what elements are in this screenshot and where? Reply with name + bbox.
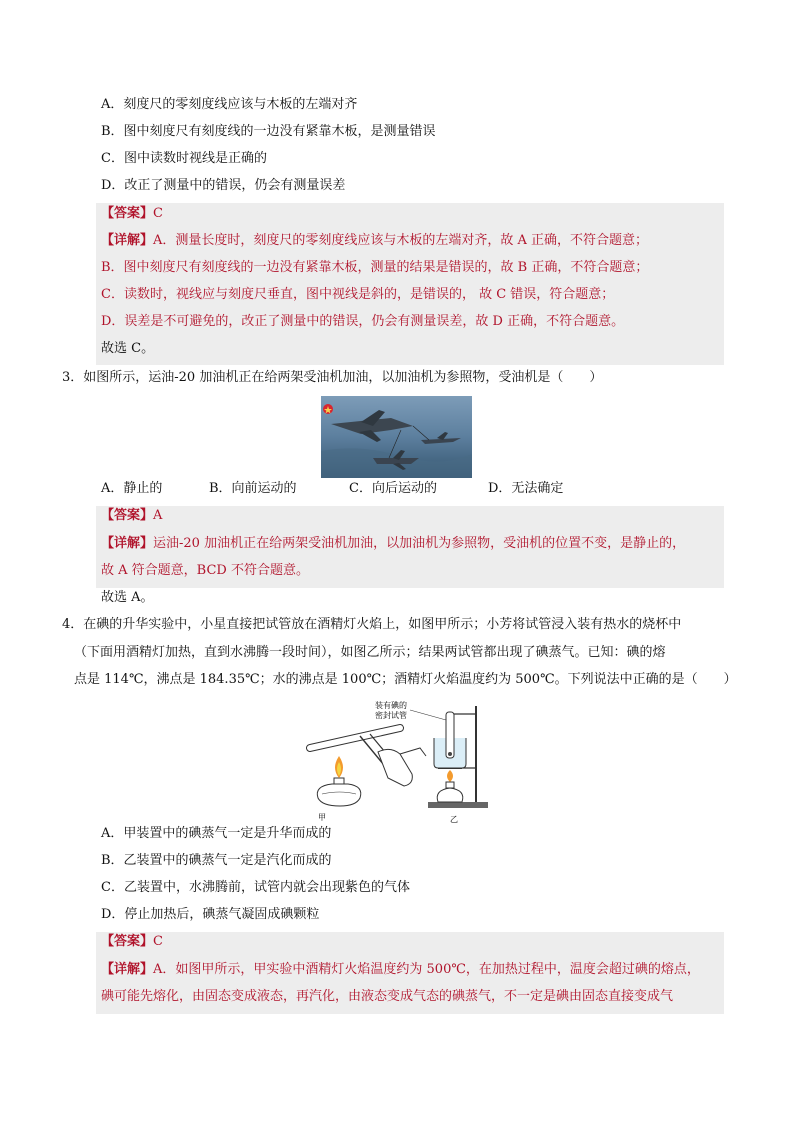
q3-option-c: C．向后运动的: [349, 481, 437, 496]
q2-option-b: B．图中刻度尺有刻度线的一边没有紧靠木板，是测量错误: [101, 124, 436, 139]
q3-conclusion: 故选 A。: [101, 590, 154, 605]
detail-text: 运油-20 加油机正在给两架受油机加油，以加油机为参照物，受油机的位置不变，是静止的，: [153, 536, 686, 551]
q4-stem-line: 点是 114℃，沸点是 184.35℃；水的沸点是 100℃；酒精灯火焰温度约为 500℃。下列说法中正确的是（ ）: [74, 672, 737, 687]
q4-stem-line: 4．在碘的升华实验中，小星直接把试管放在酒精灯火焰上，如图甲所示；小芳将试管浸入装有热水的烧杯中: [62, 617, 682, 632]
q2-answer: [101, 204, 163, 224]
q3-option-a: A．静止的: [101, 481, 163, 496]
q4-stem-line: （下面用酒精灯加热，直到水沸腾一段时间），如图乙所示；结果两试管都出现了碘蒸气。已知：碘的熔: [74, 645, 666, 660]
q3-stem: 3．如图所示，运油-20 加油机正在给两架受油机加油，以加油机为参照物，受油机是（ ）: [62, 370, 603, 385]
answer-tag: 【答案】: [101, 934, 154, 949]
q2-conclusion: 故选 C。: [101, 341, 155, 356]
figure-note-1: 装有碘的: [375, 701, 407, 710]
detail-tag: 【详解】: [101, 962, 154, 977]
figure-label-b: 乙: [450, 815, 458, 824]
answer-value: C: [153, 934, 163, 949]
q2-option-a: A．刻度尺的零刻度线应该与木板的左端对齐: [101, 97, 358, 112]
detail-tag: 【详解】: [101, 536, 154, 551]
q4-option-c: C．乙装置中，水沸腾前，试管内就会出现紫色的气体: [101, 880, 410, 895]
q3-answer: [101, 506, 162, 526]
refueling-aircraft-photo: [321, 396, 472, 478]
q4-option-d: D．停止加热后，碘蒸气凝固成碘颗粒: [101, 907, 320, 922]
answer-value: A: [153, 508, 163, 523]
answer-value: C: [153, 206, 163, 221]
detail-tag: 【详解】: [101, 233, 154, 248]
q2-detail-line: B．图中刻度尺有刻度线的一边没有紧靠木板，测量的结果是错误的，故 B 正确，不符合题意；: [101, 260, 649, 275]
q4-option-b: B．乙装置中的碘蒸气一定是汽化而成的: [101, 853, 332, 868]
q4-option-a: A．甲装置中的碘蒸气一定是升华而成的: [101, 826, 332, 841]
q3-detail-line: 故 A 符合题意，BCD 不符合题意。: [101, 563, 309, 578]
apparatus-b: [410, 706, 488, 808]
iodine-experiment-figure: [300, 698, 496, 824]
q2-option-d: D．改正了测量中的错误，仍会有测量误差: [101, 178, 346, 193]
q2-answer-block: [96, 203, 724, 365]
q3-detail-line: [101, 534, 685, 554]
detail-text: A．如图甲所示，甲实验中酒精灯火焰温度约为 500℃，在加热过程中，温度会超过碘的熔点，: [153, 962, 700, 977]
answer-tag: 【答案】: [101, 206, 154, 221]
apparatus-a: [310, 728, 426, 806]
detail-text: A．测量长度时，刻度尺的零刻度线应该与木板的左端对齐，故 A 正确，不符合题意；: [153, 233, 649, 248]
q4-detail-line: [101, 960, 700, 980]
figure-label-a: 甲: [318, 813, 326, 822]
q4-answer: [101, 932, 163, 952]
q2-detail-line: C．读数时，视线应与刻度尺垂直，图中视线是斜的，是错误的， 故 C 错误，符合题意；: [101, 287, 615, 302]
q2-option-c: C．图中读数时视线是正确的: [101, 151, 267, 166]
q3-option-b: B．向前运动的: [209, 481, 297, 496]
q2-detail-line: D．误差是不可避免的，改正了测量中的错误，仍会有测量误差，故 D 正确，不符合题意。: [101, 314, 625, 329]
q4-detail-line: 碘可能先熔化，由固态变成液态，再汽化，由液态变成气态的碘蒸气，不一定是碘由固态直接变成气: [101, 989, 674, 1004]
figure-note-2: 密封试管: [375, 711, 407, 720]
answer-tag: 【答案】: [101, 508, 154, 523]
q3-option-d: D．无法确定: [488, 481, 564, 496]
q2-detail-line: [101, 231, 648, 251]
